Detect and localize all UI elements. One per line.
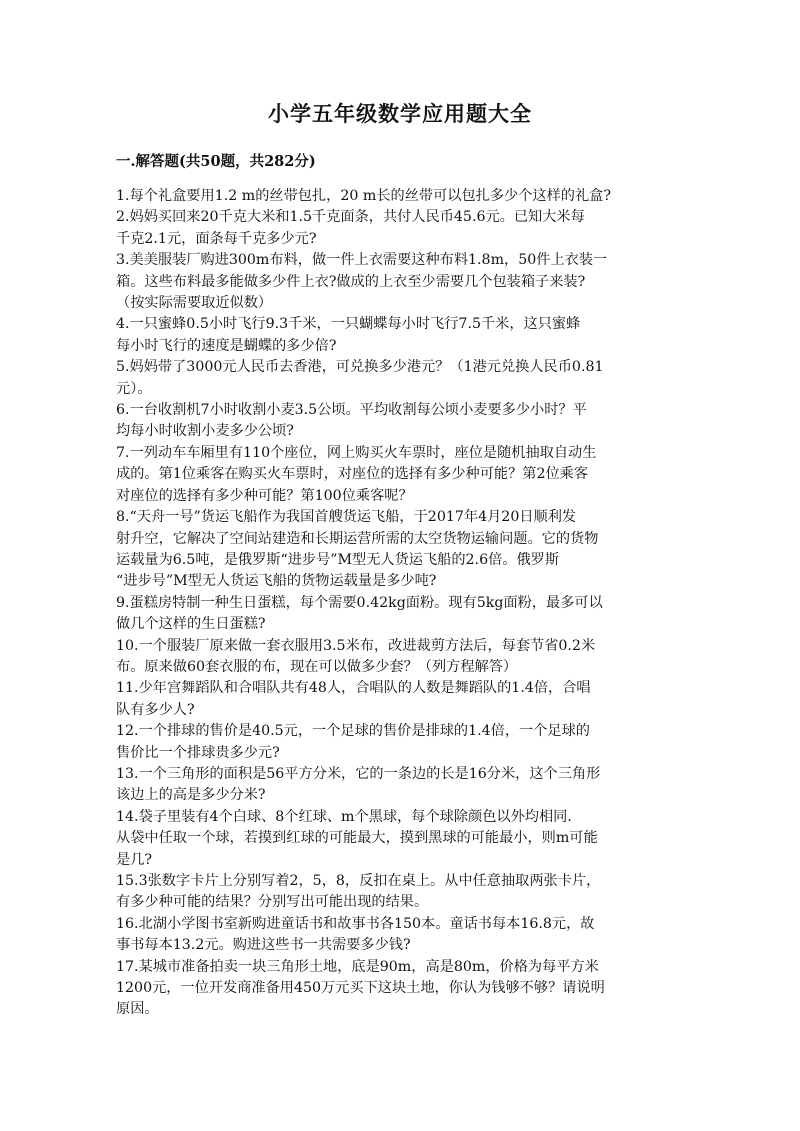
question-17: 17.某城市准备拍卖一块三角形土地，底是90m，高是80m，价格为每平方米 1200元，一位开发商准备用450万元买下这块土地，你认为钱够不够？请说明 原因。 [116, 958, 605, 1018]
question-5: 5.妈妈带了3000元人民币去香港，可兑换多少港元？（1港元兑换人民币0.81 元）。 [116, 359, 604, 397]
question-14: 14.袋子里装有4个白球、8个红球、m个黑球，每个球除颜色以外均相同. 从袋中任取一个球，若摸到红球的可能最大，摸到黑球的可能最小，则m可能 是几? [116, 808, 598, 868]
page-title: 小学五年级数学应用题大全 [268, 101, 532, 126]
question-12: 12.一个排球的售价是40.5元，一个足球的售价是排球的1.4倍，一个足球的 售价比一个排球贵多少元? [116, 723, 590, 761]
question-7: 7.一列动车车厢里有110个座位，网上购买火车票时，座位是随机抽取自动生 成的。第1位乘客在购买火车票时，对座位的选择有多少种可能？第2位乘客 对座位的选择有多少种可能？第100位乘客呢？ [116, 444, 597, 504]
question-1: 1.每个礼盒要用1.2 m的丝带包扎，20 m长的丝带可以包扎多少个这样的礼盒? [116, 188, 611, 204]
question-2: 2.妈妈买回来20千克大米和1.5千克面条，共付人民币45.6元。已知大米每 千克2.1元，面条每千克多少元? [116, 209, 585, 247]
question-13: 13.一个三角形的面积是56平方分米，它的一条边的长是16分米，这个三角形 该边上的高是多少分米? [116, 765, 601, 804]
question-15: 15.3张数字卡片上分别写着2，5，8，反扣在桌上。从中任意抽取两张卡片， 有多少种可能的结果？分别写出可能出现的结果。 [116, 873, 601, 911]
question-6: 6.一台收割机7小时收割小麦3.5公顷。平均收割每公顷小麦要多少小时？平 均每小时收割小麦多少公顷? [116, 402, 587, 440]
question-4: 4.一只蜜蜂0.5小时飞行9.3千米，一只蝴蝶每小时飞行7.5千米，这只蜜蜂 每小时飞行的速度是蝴蝶的多少倍? [116, 316, 581, 354]
question-9: 9.蛋糕房特制一种生日蛋糕，每个需要0.42kg面粉。现有5kg面粉，最多可以 做几个这样的生日蛋糕? [116, 594, 603, 633]
question-16: 16.北湖小学图书室新购进童话书和故事书各150本。童话书每本16.8元，故 事书每本13.2元。购进这些书一共需要多少钱? [116, 915, 595, 954]
question-8: 8.“天舟一号”货运飞船作为我国首艘货运飞船，于2017年4月20日顺利发 射升空，它解决了空间站建造和长期运营所需的太空货物运输问题。它的货物 运载量为6.5吨，是俄罗斯“进步号”M型无人货运飞船的2.6倍。俄罗斯 “进步号”M型无人货运飞船的货物运载量是多少吨? [116, 509, 599, 590]
section-heading: 一.解答题(共50题，共282分) [116, 153, 316, 170]
question-10: 10.一个服装厂原来做一套衣服用3.5米布，改进裁剪方法后，每套节省0.2米 布。原来做60套衣服的布，现在可以做多少套？（列方程解答） [116, 637, 596, 675]
question-list [116, 186, 688, 1021]
question-3: 3.美美服装厂购进300m布料，做一件上衣需要这种布料1.8m，50件上衣装一 箱。这些布料最多能做多少件上衣?做成的上衣至少需要几个包装箱子来装? （按实际需要取近似数） [116, 252, 608, 312]
question-11: 11.少年宫舞蹈队和合唱队共有48人，合唱队的人数是舞蹈队的1.4倍，合唱 队有多少人? [116, 680, 591, 718]
